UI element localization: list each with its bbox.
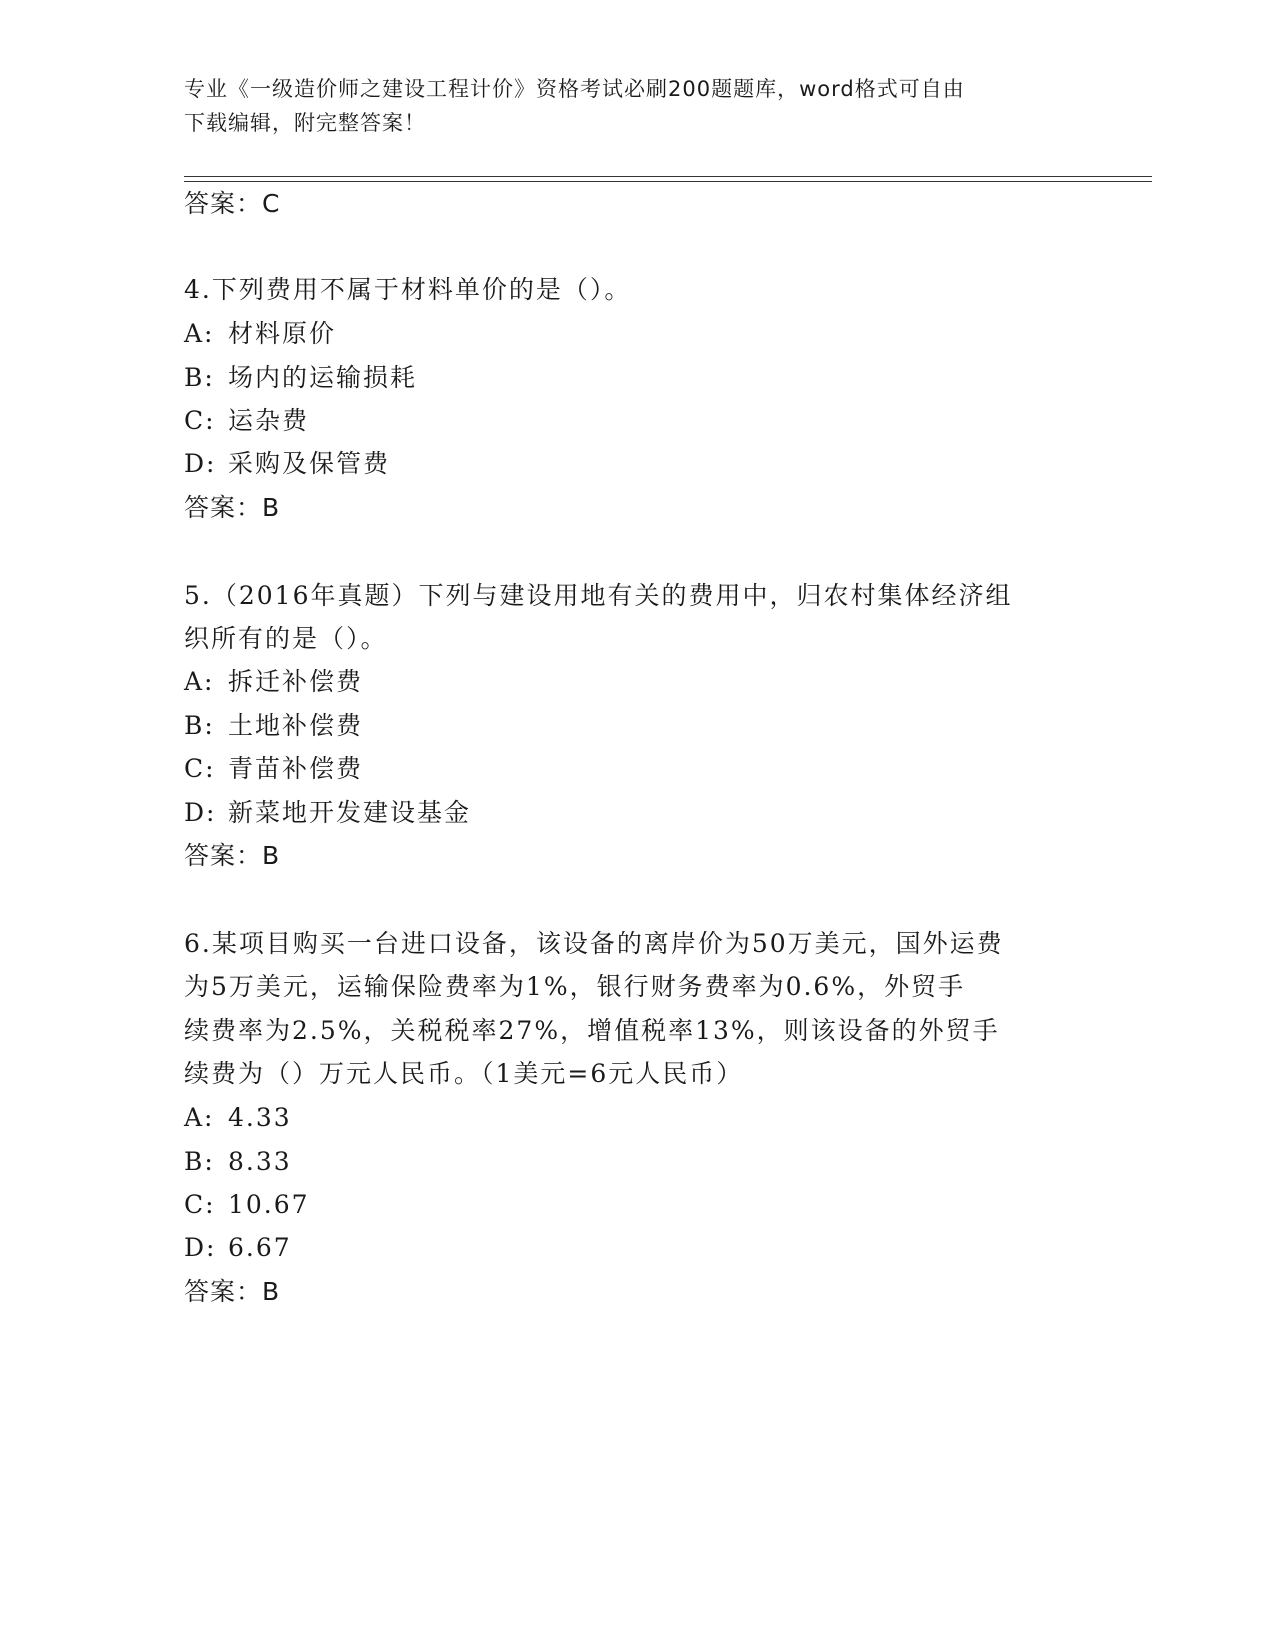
option-letter: D:	[184, 449, 217, 478]
question-6-option-b	[184, 1144, 292, 1180]
option-letter: B:	[184, 363, 215, 392]
question-6-option-d	[184, 1230, 292, 1266]
question-4-option-c	[184, 403, 309, 439]
header-line-2: 下载编辑，附完整答案！	[184, 111, 426, 135]
option-text: 运杂费	[228, 406, 310, 435]
option-letter: B:	[184, 711, 215, 740]
question-6-stem-line-1: 6.某项目购买一台进口设备，该设备的离岸价为50万美元，国外运费	[184, 929, 1004, 958]
option-letter: A:	[184, 667, 215, 696]
option-letter: C:	[184, 406, 216, 435]
option-text: 采购及保管费	[228, 449, 391, 478]
option-letter: D:	[184, 1233, 217, 1262]
option-letter: B:	[184, 1147, 215, 1176]
question-4-stem: 4.下列费用不属于材料单价的是（）。	[184, 275, 632, 304]
previous-answer: 答案：C	[184, 189, 281, 218]
option-letter: D:	[184, 798, 217, 827]
question-4-option-a	[184, 316, 336, 352]
question-6-answer: 答案：B	[184, 1277, 281, 1306]
document-header	[184, 72, 1064, 140]
question-4-answer: 答案：B	[184, 493, 281, 522]
question-5-option-d	[184, 795, 471, 831]
option-text: 8.33	[228, 1147, 292, 1176]
option-text: 6.67	[228, 1233, 292, 1262]
question-6-stem-line-3: 续费率为2.5%，关税税率27%，增值税率13%，则该设备的外贸手	[184, 1016, 1000, 1045]
option-letter: A:	[184, 319, 215, 348]
option-letter: C:	[184, 754, 216, 783]
question-6-stem-line-4: 续费为（）万元人民币。（1美元=6元人民币）	[184, 1059, 744, 1088]
option-text: 材料原价	[228, 319, 337, 348]
option-text: 10.67	[228, 1190, 310, 1219]
option-text: 拆迁补偿费	[228, 667, 364, 696]
option-text: 场内的运输损耗	[228, 363, 418, 392]
header-rule-top	[184, 176, 1152, 177]
header-line-1: 专业《一级造价师之建设工程计价》资格考试必刷200题题库，word格式可自由	[184, 77, 965, 101]
question-6-option-c	[184, 1187, 310, 1223]
question-5-option-a	[184, 664, 363, 700]
question-5-option-c	[184, 751, 363, 787]
question-5-answer: 答案：B	[184, 841, 281, 870]
question-4-option-d	[184, 446, 390, 482]
header-rule-bottom	[184, 181, 1152, 182]
option-text: 4.33	[228, 1103, 292, 1132]
option-letter: A:	[184, 1103, 215, 1132]
option-letter: C:	[184, 1190, 216, 1219]
option-text: 青苗补偿费	[228, 754, 364, 783]
question-6-option-a	[184, 1100, 292, 1136]
question-5-stem-line-1: 5.（2016年真题）下列与建设用地有关的费用中，归农村集体经济组	[184, 581, 1013, 610]
question-5-option-b	[184, 708, 363, 744]
question-5-stem-line-2: 织所有的是（）。	[184, 624, 388, 653]
option-text: 新菜地开发建设基金	[228, 798, 472, 827]
option-text: 土地补偿费	[228, 711, 364, 740]
question-6-stem-line-2: 为5万美元，运输保险费率为1%，银行财务费率为0.6%，外贸手	[184, 972, 966, 1001]
question-4-option-b	[184, 360, 417, 396]
